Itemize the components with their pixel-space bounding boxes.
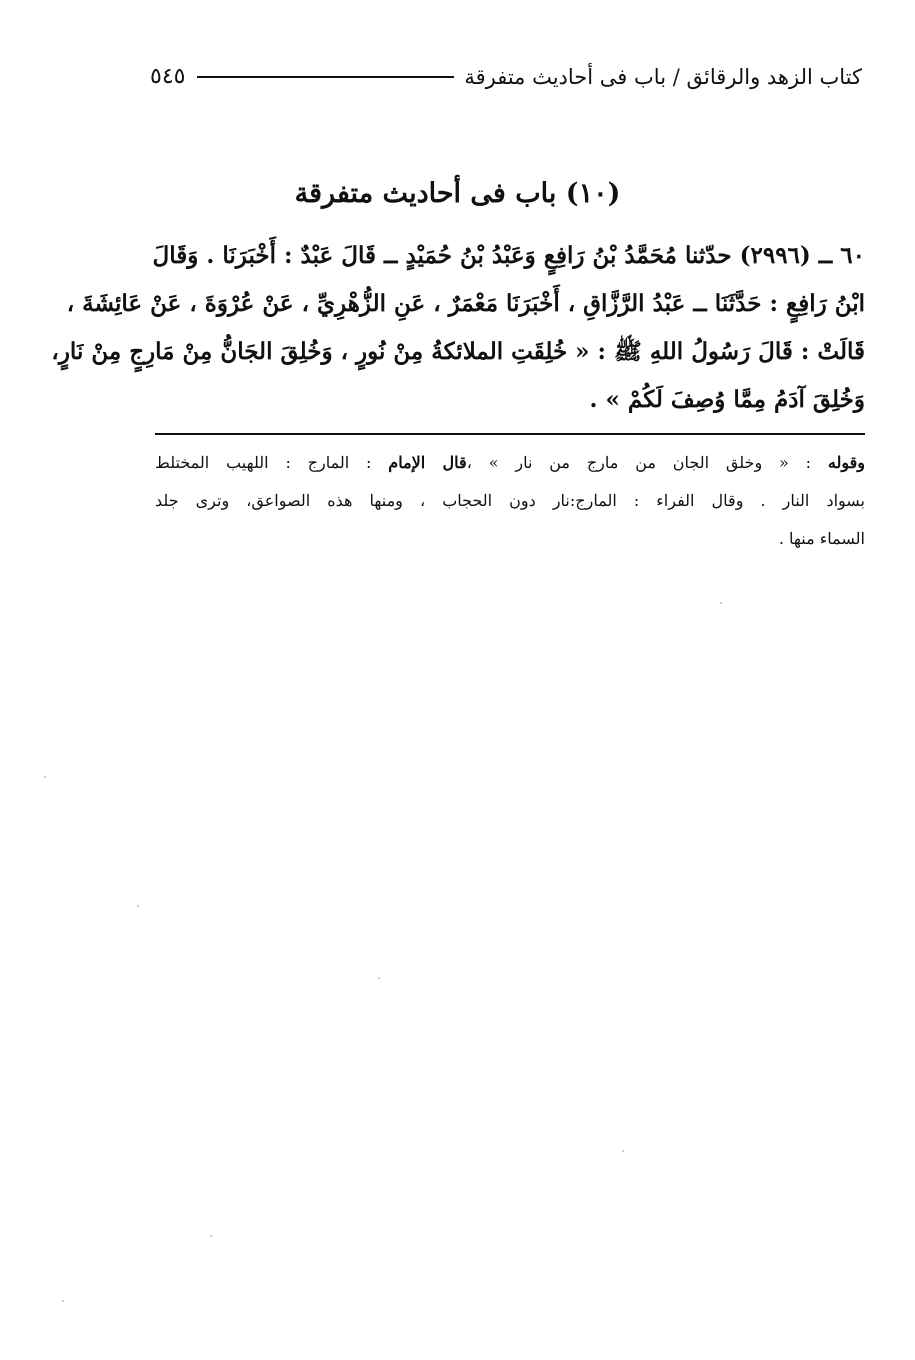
scan-speck	[378, 977, 380, 979]
footnote-imam-label: قال الإمام	[388, 453, 467, 472]
hadith-line: وَخُلِقَ آدَمُ مِمَّا وُصِفَ لَكُمْ » .	[589, 386, 865, 413]
footnote-line	[155, 444, 865, 482]
scan-speck	[720, 602, 722, 604]
header-rule	[197, 76, 454, 78]
hadith-text	[51, 232, 865, 424]
hadith-line: ابْنُ رَافِعٍ : حَدَّثَنَا ــ عَبْدُ الرَّزَّاقِ ، أَخْبَرَنَا مَعْمَرٌ ، عَنِ الزُّهْرِيِّ ، عَنْ عُرْوَةَ ، عَنْ عَائِشَةَ ،	[66, 290, 865, 317]
footnote-definition: : المارج : اللهيب المختلط	[155, 453, 372, 472]
footnote-quote: : « وخلق الجان من مارج من نار » ،	[466, 453, 812, 472]
scan-speck	[62, 1300, 64, 1302]
hadith-line: قَالَتْ : قَالَ رَسُولُ اللهِ ﷺ : « خُلِقَتِ الملائكةُ مِنْ نُورٍ ، وَخُلِقَ الجَانُّ مِنْ مَارِجٍ مِنْ نَارٍ،	[51, 338, 865, 365]
scan-speck	[44, 776, 46, 778]
running-title: كتاب الزهد والرقائق / باب فى أحاديث متفرقة	[464, 65, 862, 89]
scan-speck	[137, 905, 139, 907]
hadith-line: ٦٠ ــ (٢٩٩٦) حدّثنا مُحَمَّدُ بْنُ رَافِعٍ وَعَبْدُ بْنُ حُمَيْدٍ ــ قَالَ عَبْدٌ : أَخْبَرَنَا . وَقَالَ	[152, 242, 865, 269]
footnote-line: السماء منها .	[778, 529, 865, 548]
footnote	[155, 444, 865, 558]
page-number: ٥٤٥	[150, 64, 186, 89]
footnote-lead: وقوله	[827, 453, 865, 472]
footnote-line: بسواد النار . وقال الفراء : المارج:نار دون الحجاب ، ومنها هذه الصواعق، وترى جلد	[155, 491, 865, 510]
scan-speck	[210, 1235, 212, 1237]
scan-speck	[622, 1150, 624, 1152]
running-header	[150, 60, 862, 94]
chapter-heading: (١٠) باب فى أحاديث متفرقة	[294, 178, 621, 209]
footnote-rule	[155, 433, 865, 435]
